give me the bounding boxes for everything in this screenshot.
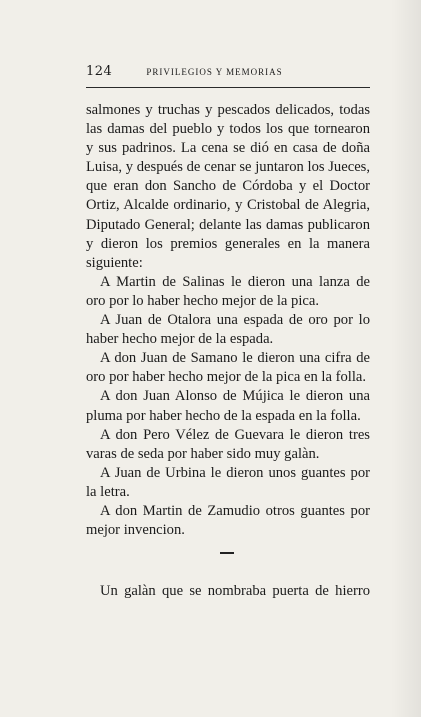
- header-rule: [86, 87, 370, 88]
- paragraph: A don Pero Vélez de Guevara le dieron tres varas de seda por haber sido muy galàn.: [86, 426, 370, 462]
- page-number: 124: [86, 64, 113, 79]
- continuation-line: Un galàn que se nombraba puerta de hierro: [100, 583, 370, 599]
- paragraph: A don Juan de Samano le dieron una cifra de oro por haber hecho mejor de la pica en la folla.: [86, 350, 370, 386]
- page-header: [86, 64, 370, 79]
- body-text: [86, 101, 370, 540]
- paragraph: A Juan de Urbina le dieron unos guantes por la letra.: [86, 464, 370, 500]
- paragraph: A Martin de Salinas le dieron una lanza de oro por lo haber hecho mejor de la pica.: [86, 273, 370, 309]
- paragraph: A Juan de Otalora una espada de oro por lo haber hecho mejor de la espada.: [86, 312, 370, 348]
- paragraph: salmones y truchas y pescados delicados, todas las damas del pueblo y todos los que tornearon y sus padrinos. La cena se dió en casa de doña Luisa, y después de cenar se juntaron los Jueces, que eran don Sancho de Córdoba y el Doctor Ortiz, Alcalde ordinario, y Cristobal de Alegria, Diputado General; delante las damas publicaron y dieron los premios generales en la manera siguiente:: [86, 102, 370, 271]
- running-head: PRIVILEGIOS Y MEMORIAS: [146, 67, 283, 77]
- paragraph: A don Martin de Zamudio otros guantes por mejor invencion.: [86, 502, 370, 539]
- page-edge-shadow: [391, 0, 421, 717]
- paragraph: A don Juan Alonso de Mújica le dieron una pluma por haber hecho de la espada en la folla.: [86, 388, 370, 424]
- section-separator: [220, 552, 234, 554]
